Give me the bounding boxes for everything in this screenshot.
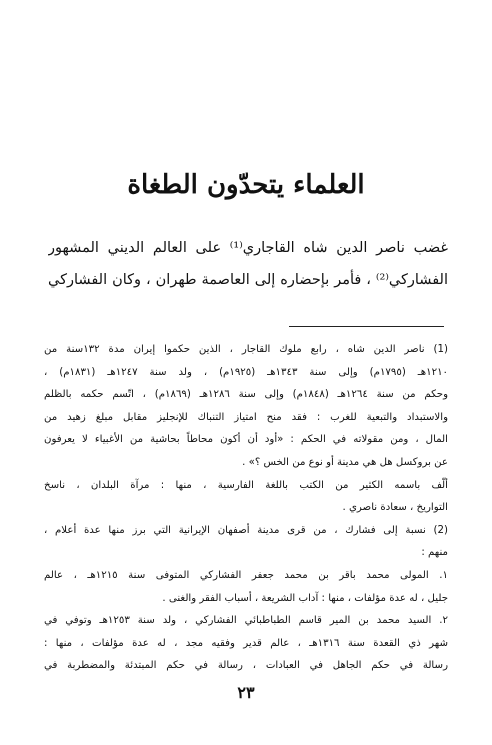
footnote-line: وحكم من سنة ١٢٦٤هـ (١٨٤٨م) وإلى سنة ١٢٨٦هـ (١٨٦٩م) ، اتّسم حكمه بالظلم — [44, 389, 448, 401]
footnote-line: (2) نسبة إلى فشارك ، من قرى مدينة أصفهان الإيرانية التي برز منها عدة أعلام ، — [44, 524, 448, 536]
footnote-line: والاستبداد والتبعية للغرب : فقد منح امتياز التنباك للإنجليز مقابل مبلغ زهيد من — [44, 411, 448, 423]
body-line: الفشاركي⁽²⁾ ، فأمر بإحضاره إلى العاصمة طهران ، وكان الفشاركي — [48, 272, 448, 288]
footnote-line: منهم : — [421, 547, 448, 559]
footnote-line: عن بروكسل هل هي مدينة أو نوع من الخس ؟» . — [242, 456, 448, 468]
body-line: غضب ناصر الدين شاه القاجاري⁽¹⁾ على العالم الديني المشهور — [48, 240, 448, 256]
footnote-line: ١. المولى محمد باقر بن محمد جعفر الفشاركي المتوفى سنة ١٢١٥هـ ، عالم — [44, 569, 448, 581]
footnote-line: ٢. السيد محمد بن المير قاسم الطباطبائي الفشاركي ، ولد سنة ١٢٥٣هـ وتوفي في — [44, 615, 448, 627]
footnote-line: جليل ، له عدة مؤلفات ، منها : آداب الشريعة ، أسباب الفقر والغنى . — [162, 592, 448, 604]
chapter-title: العلماء يتحدّون الطغاة — [127, 170, 365, 200]
page-number: ٢٣ — [237, 683, 255, 702]
body-paragraph — [48, 232, 448, 296]
footnote-line: المال ، ومن مقولاته في الحكم : «أود أن أكون محاطاً بحاشية من الأغبياء لا يعرفون — [44, 434, 448, 446]
footnote-line: ألّف باسمه الكثير من الكتب باللغة الفارسية ، منها : مرآة البلدان ، ناسخ — [44, 479, 448, 491]
footnote-line: التواريخ ، سعادة ناصري . — [342, 502, 448, 514]
footnote-line: رسالة في حكم الجاهل في العبادات ، رسالة في حكم المبتدئة والمضطربة في — [44, 660, 448, 672]
footnote-line: ١٢١٠هـ (١٧٩٥م) وإلى سنة ١٣٤٣هـ (١٩٢٥م) ، ولد سنة ١٢٤٧هـ (١٨٣١م) ، — [44, 366, 448, 378]
footnote-separator — [289, 326, 444, 327]
footnote-line: شهر ذي القعدة سنة ١٣١٦هـ ، عالم قدير وفقيه مجد ، له عدة مؤلفات ، منها : — [44, 637, 448, 649]
footnotes — [44, 339, 448, 678]
footnote-line: (1) ناصر الدين شاه ، رابع ملوك القاجار ، الذين حكموا إيران مدة ١٣٢سنة من — [44, 344, 448, 355]
